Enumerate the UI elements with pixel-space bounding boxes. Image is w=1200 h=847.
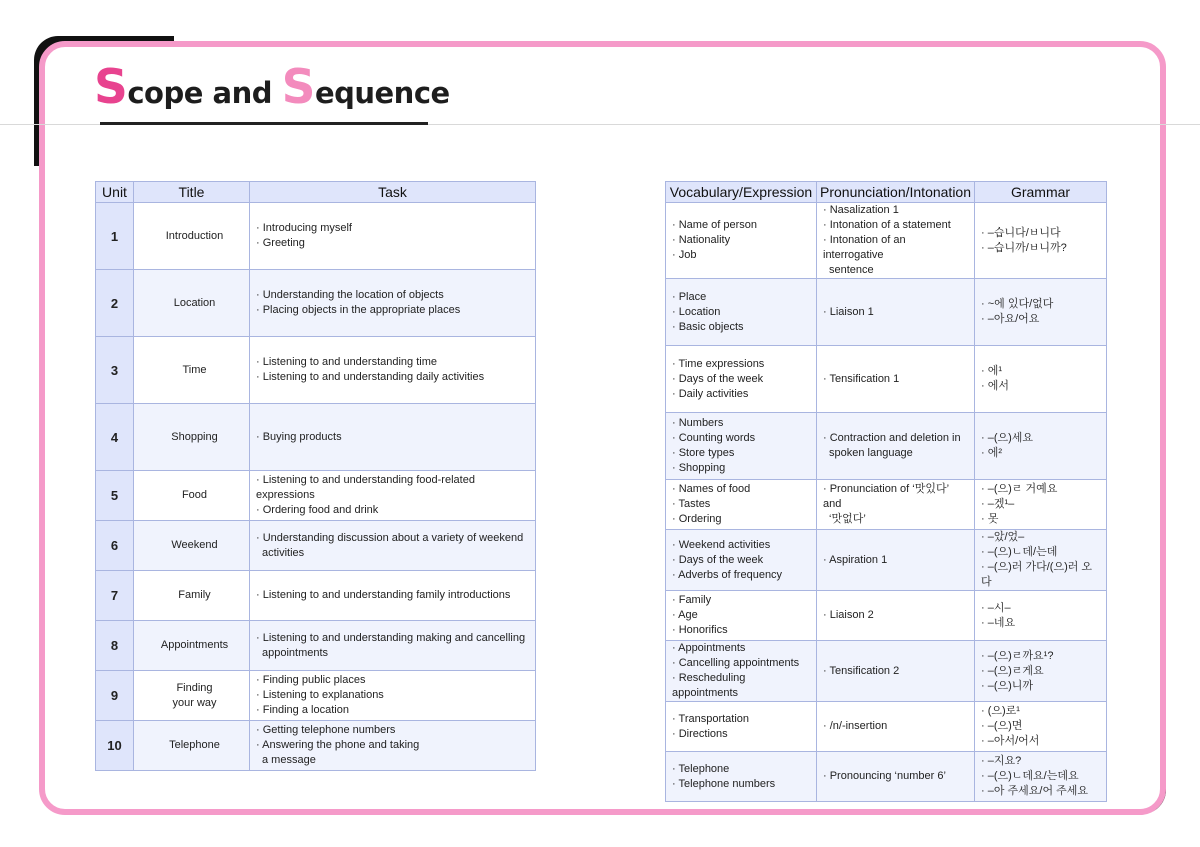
- pronunciation-line: sentence: [829, 264, 874, 276]
- unit-title-line: Shopping: [171, 430, 218, 443]
- table-row: [96, 337, 536, 404]
- unit-task: [250, 337, 536, 404]
- grammar-line: · –(으)ㄴ데/는데: [981, 546, 1058, 558]
- unit-title-line: Introduction: [165, 229, 224, 242]
- table-row: [96, 571, 536, 621]
- vocabulary-line: · Days of the week: [672, 553, 764, 566]
- grammar-line: · –(으)ㄹ까요¹?: [981, 649, 1054, 662]
- vocabulary-line: · Nationality: [672, 234, 731, 246]
- vocabulary-cell: [666, 702, 817, 752]
- unit-title-line: Food: [181, 489, 208, 501]
- unit-title: [134, 471, 250, 521]
- pronunciation-cell: [817, 752, 975, 802]
- vocabulary-line: · Location: [672, 305, 721, 318]
- vocabulary-line: · Honorifics: [672, 624, 728, 636]
- grammar-line: · –습니까/ㅂ니까?: [981, 241, 1067, 254]
- vocabulary-line: · Transportation: [672, 712, 750, 725]
- unit-task: [250, 521, 536, 571]
- vocabulary-line: · Name of person: [672, 219, 757, 231]
- table-row: [666, 279, 1107, 346]
- pronunciation-cell: [817, 530, 975, 591]
- task-line: · Greeting: [256, 237, 305, 249]
- vocabulary-cell: [666, 279, 817, 346]
- grammar-line: · 에²: [981, 447, 1003, 459]
- unit-title: [134, 571, 250, 621]
- header-unit: Unit: [96, 182, 134, 203]
- grammar-cell: [975, 480, 1107, 530]
- pronunciation-line: · Intonation of an interrogative: [823, 234, 906, 261]
- vocabulary-line: · Adverbs of frequency: [672, 568, 783, 581]
- task-line: · Buying products: [256, 430, 342, 443]
- task-line: · Finding public places: [256, 674, 366, 686]
- task-line: · Listening to and understanding family introductions: [256, 589, 511, 601]
- task-line: · Listening to and understanding food-related expressions: [256, 474, 475, 501]
- task-line: · Understanding discussion about a variety of weekend: [256, 531, 524, 544]
- task-line: a message: [262, 754, 316, 766]
- header-title: Title: [134, 182, 250, 203]
- grammar-line: · (으)로¹: [981, 705, 1020, 717]
- task-line: · Listening to and understanding daily activities: [256, 371, 485, 383]
- vocabulary-line: · Tastes: [672, 498, 711, 510]
- unit-task: [250, 571, 536, 621]
- vocabulary-line: · Cancelling appointments: [672, 657, 800, 669]
- grammar-line: · –시–: [981, 601, 1011, 614]
- unit-task: [250, 471, 536, 521]
- unit-title-line: Appointments: [160, 639, 229, 651]
- grammar-line: · 못: [981, 513, 999, 525]
- unit-title: [134, 521, 250, 571]
- pronunciation-line: · Nasalization 1: [823, 204, 899, 216]
- pronunciation-cell: [817, 279, 975, 346]
- vocabulary-line: · Days of the week: [672, 372, 764, 385]
- pronunciation-cell: [817, 702, 975, 752]
- unit-title: [134, 203, 250, 270]
- unit-title-line: Telephone: [169, 739, 220, 751]
- unit-title-line: your way: [172, 696, 217, 709]
- vocabulary-line: · Telephone: [672, 762, 730, 775]
- pronunciation-line: · Pronunciation of ‘맛있다’ and: [823, 483, 949, 510]
- header-vocabulary: Vocabulary/Expression: [666, 182, 817, 203]
- table-row: [666, 530, 1107, 591]
- table-row: [666, 591, 1107, 641]
- vocabulary-line: · Rescheduling appointments: [672, 672, 746, 699]
- unit-number: 3: [96, 337, 134, 404]
- task-line: · Placing objects in the appropriate places: [256, 304, 461, 316]
- vocab-grammar-table: [665, 181, 1107, 802]
- pronunciation-cell: [817, 591, 975, 641]
- grammar-line: · ~에 있다/없다: [981, 298, 1054, 310]
- grammar-cell: [975, 641, 1107, 702]
- table-row: [96, 471, 536, 521]
- grammar-line: · –아요/어요: [981, 313, 1040, 325]
- pronunciation-line: · Liaison 2: [823, 609, 874, 621]
- table-row: [666, 346, 1107, 413]
- task-line: · Introducing myself: [256, 222, 352, 234]
- table-row: [96, 621, 536, 671]
- grammar-line: · –(으)러 가다/(으)러 오다: [981, 561, 1093, 588]
- pronunciation-line: · Tensification 2: [823, 664, 900, 677]
- table-row: [666, 480, 1107, 530]
- grammar-line: · –습니다/ㅂ니다: [981, 226, 1061, 239]
- grammar-line: · –아 주세요/어 주세요: [981, 785, 1089, 797]
- task-line: · Answering the phone and taking: [256, 739, 420, 751]
- grammar-cell: [975, 530, 1107, 591]
- grammar-cell: [975, 752, 1107, 802]
- pronunciation-cell: [817, 203, 975, 279]
- vocabulary-cell: [666, 346, 817, 413]
- unit-number: 6: [96, 521, 134, 571]
- pronunciation-line: spoken language: [829, 447, 913, 459]
- vocabulary-line: · Numbers: [672, 417, 724, 429]
- grammar-line: · –(으)ㄴ데요/는데요: [981, 770, 1079, 782]
- unit-number: 10: [96, 721, 134, 771]
- grammar-line: · 에서: [981, 380, 1009, 392]
- unit-number: 7: [96, 571, 134, 621]
- grammar-cell: [975, 346, 1107, 413]
- unit-task: [250, 671, 536, 721]
- unit-title: [134, 721, 250, 771]
- grammar-line: · 에¹: [981, 365, 1003, 377]
- header-task: Task: [250, 182, 536, 203]
- unit-title: [134, 337, 250, 404]
- grammar-cell: [975, 702, 1107, 752]
- pronunciation-line: · Contraction and deletion in: [823, 432, 961, 444]
- pronunciation-line: · Pronouncing ‘number 6’: [823, 770, 946, 782]
- unit-task: [250, 203, 536, 270]
- unit-title-line: Finding: [176, 681, 213, 694]
- unit-title-line: Time: [182, 363, 207, 376]
- grammar-line: · –(으)면: [981, 720, 1023, 732]
- vocabulary-line: · Names of food: [672, 483, 751, 495]
- table-row: [96, 404, 536, 471]
- pronunciation-cell: [817, 413, 975, 480]
- unit-title-line: Family: [178, 589, 211, 601]
- table-row: [666, 203, 1107, 279]
- unit-task: [250, 270, 536, 337]
- vocabulary-line: · Telephone numbers: [672, 777, 776, 790]
- vocabulary-line: · Age: [672, 609, 698, 621]
- unit-number: 2: [96, 270, 134, 337]
- unit-task: [250, 404, 536, 471]
- pronunciation-line: · Intonation of a statement: [823, 219, 951, 231]
- vocabulary-line: · Store types: [672, 447, 735, 459]
- grammar-line: · –네요: [981, 616, 1016, 629]
- unit-number: 9: [96, 671, 134, 721]
- vocabulary-line: · Directions: [672, 727, 728, 740]
- table-row: [96, 721, 536, 771]
- vocabulary-line: · Counting words: [672, 432, 756, 444]
- task-line: · Listening to and understanding making and cancelling: [256, 631, 526, 644]
- unit-task: [250, 621, 536, 671]
- grammar-cell: [975, 279, 1107, 346]
- grammar-cell: [975, 413, 1107, 480]
- vocabulary-line: · Shopping: [672, 462, 726, 474]
- task-line: appointments: [262, 646, 329, 659]
- unit-title: [134, 671, 250, 721]
- pronunciation-line: · Liaison 1: [823, 305, 874, 318]
- table-row: [666, 702, 1107, 752]
- vocabulary-cell: [666, 641, 817, 702]
- header-grammar: Grammar: [975, 182, 1107, 203]
- grammar-line: · –(으)니까: [981, 679, 1034, 692]
- grammar-line: · –(으)ㄹ 거예요: [981, 483, 1058, 495]
- task-line: · Finding a location: [256, 704, 349, 716]
- task-line: · Getting telephone numbers: [256, 724, 396, 736]
- vocabulary-cell: [666, 480, 817, 530]
- unit-title: [134, 270, 250, 337]
- table-row: [96, 521, 536, 571]
- title-text-1: cope and: [127, 76, 282, 110]
- unit-number: 8: [96, 621, 134, 671]
- grammar-line: · –(으)세요: [981, 432, 1034, 444]
- task-line: · Listening to explanations: [256, 689, 384, 701]
- table-row: [666, 641, 1107, 702]
- vocabulary-cell: [666, 203, 817, 279]
- unit-number: 1: [96, 203, 134, 270]
- grammar-line: · –아서/어서: [981, 735, 1040, 747]
- pronunciation-line: · /n/-insertion: [823, 720, 888, 732]
- vocabulary-cell: [666, 591, 817, 641]
- table-row: [96, 671, 536, 721]
- vocabulary-cell: [666, 530, 817, 591]
- vocabulary-line: · Weekend activities: [672, 538, 771, 551]
- unit-title: [134, 621, 250, 671]
- grammar-cell: [975, 591, 1107, 641]
- unit-title-line: Weekend: [171, 539, 218, 551]
- unit-title-line: Location: [173, 296, 216, 309]
- grammar-line: · –지요?: [981, 755, 1022, 767]
- title-underline: [100, 122, 428, 125]
- task-line: · Ordering food and drink: [256, 504, 379, 516]
- pronunciation-line: ‘맛없다’: [829, 513, 866, 525]
- table-row: [96, 203, 536, 270]
- page-title: [94, 58, 450, 123]
- vocabulary-line: · Time expressions: [672, 357, 765, 370]
- title-initial-s2: S: [281, 60, 315, 115]
- pronunciation-cell: [817, 480, 975, 530]
- vocabulary-line: · Daily activities: [672, 387, 749, 400]
- header-pronunciation: Pronunciation/Intonation: [817, 182, 975, 203]
- grammar-cell: [975, 203, 1107, 279]
- table-row: [96, 270, 536, 337]
- table-row: [666, 752, 1107, 802]
- title-initial-s1: S: [94, 60, 128, 115]
- vocabulary-cell: [666, 413, 817, 480]
- pronunciation-line: · Tensification 1: [823, 372, 900, 385]
- vocabulary-line: · Ordering: [672, 513, 722, 525]
- task-line: activities: [262, 546, 305, 559]
- pronunciation-cell: [817, 346, 975, 413]
- unit-number: 5: [96, 471, 134, 521]
- table-row: [666, 413, 1107, 480]
- task-line: · Understanding the location of objects: [256, 289, 444, 301]
- pronunciation-cell: [817, 641, 975, 702]
- grammar-line: · –(으)ㄹ게요: [981, 664, 1044, 677]
- grammar-line: · –았/었–: [981, 531, 1025, 543]
- vocabulary-line: · Job: [672, 249, 697, 261]
- unit-title: [134, 404, 250, 471]
- vocabulary-cell: [666, 752, 817, 802]
- vocabulary-line: · Appointments: [672, 642, 746, 654]
- title-text-2: equence: [314, 76, 450, 110]
- unit-task-table: [95, 181, 536, 771]
- unit-task: [250, 721, 536, 771]
- grammar-line: · –겠¹–: [981, 498, 1015, 510]
- unit-number: 4: [96, 404, 134, 471]
- vocabulary-line: · Basic objects: [672, 320, 744, 333]
- vocabulary-line: · Family: [672, 594, 712, 606]
- vocabulary-line: · Place: [672, 290, 707, 303]
- task-line: · Listening to and understanding time: [256, 356, 438, 368]
- pronunciation-line: · Aspiration 1: [823, 553, 888, 566]
